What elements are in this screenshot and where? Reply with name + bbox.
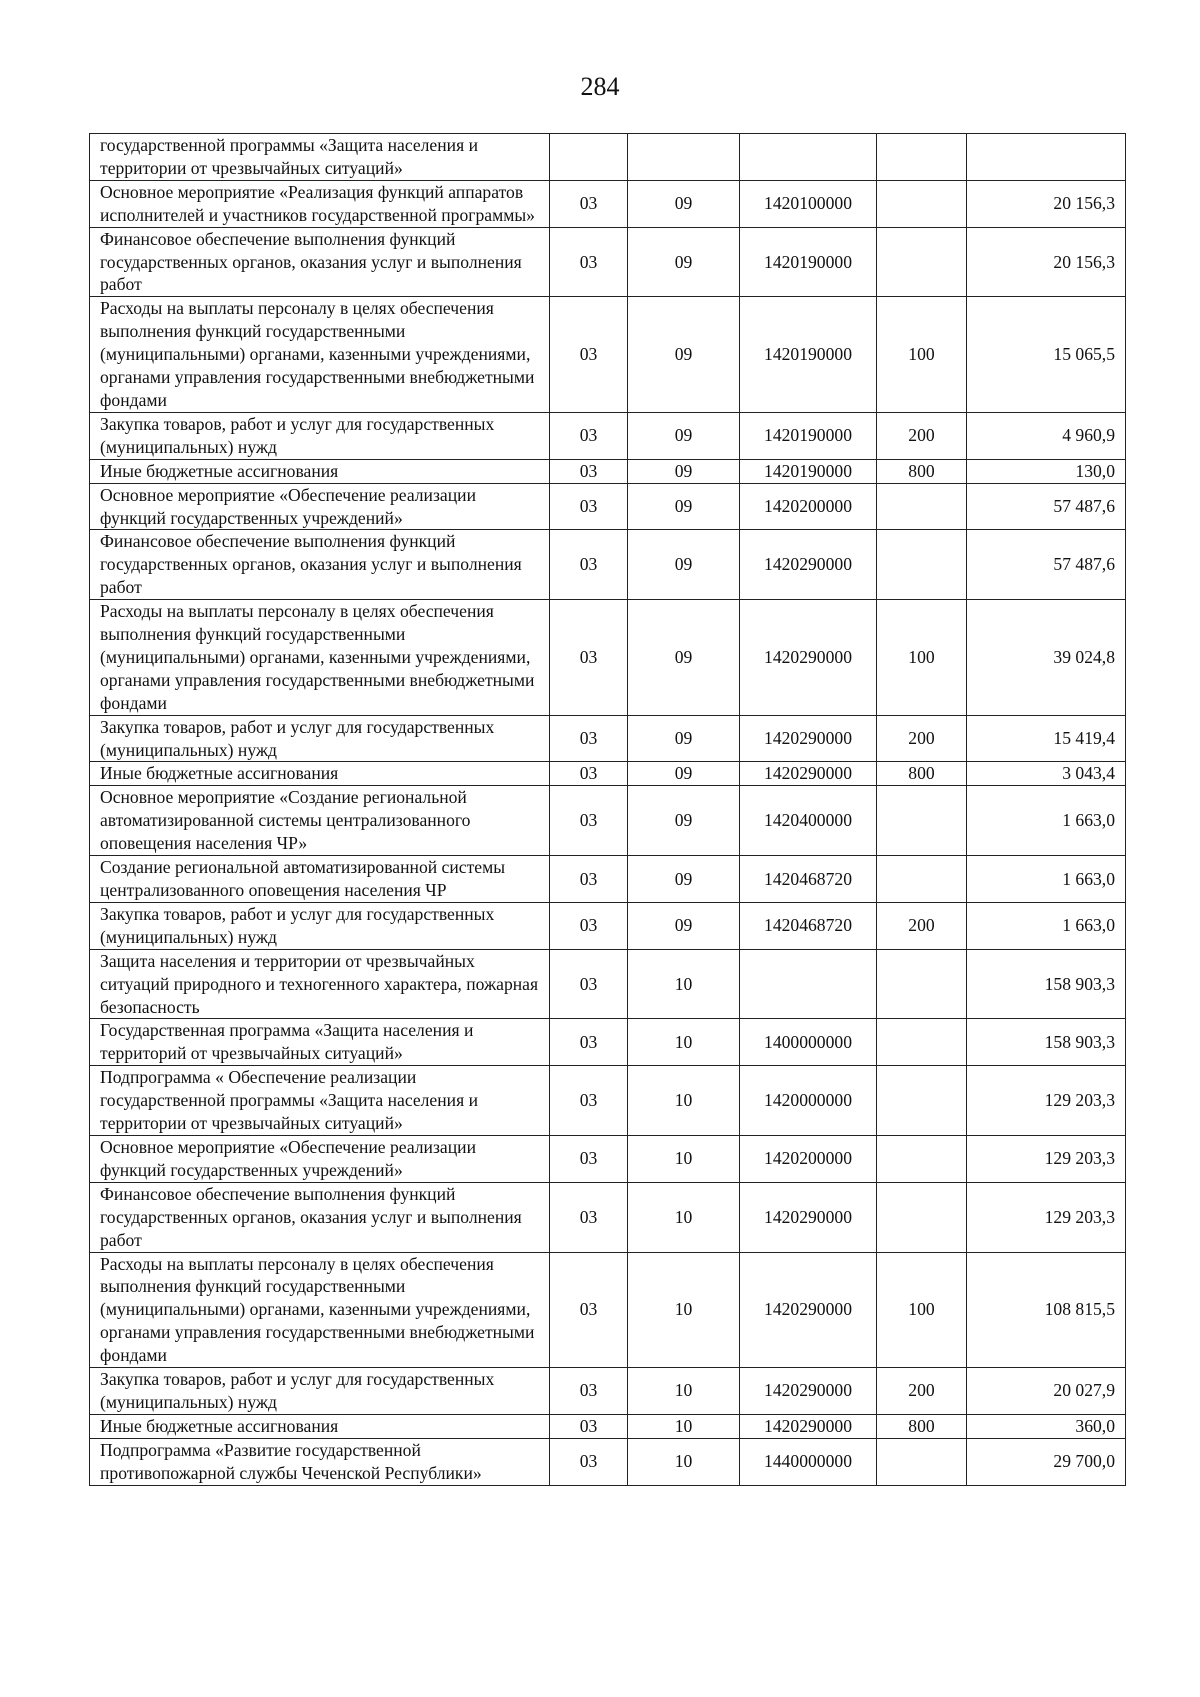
expense-type-code-cell: 100 <box>877 1252 967 1368</box>
expense-type-code-cell <box>877 1019 967 1066</box>
expense-type-code-cell <box>877 949 967 1019</box>
section-code-cell: 03 <box>550 949 628 1019</box>
expense-name-cell: Основное мероприятие «Обеспечение реализации функций государственных учреждений» <box>90 1135 550 1182</box>
expense-type-code-cell: 800 <box>877 459 967 483</box>
target-article-code-cell: 1420468720 <box>740 902 877 949</box>
subsection-code-cell: 09 <box>628 459 740 483</box>
target-article-code-cell: 1420290000 <box>740 530 877 600</box>
target-article-code-cell: 1420190000 <box>740 297 877 413</box>
table-row <box>90 297 1126 413</box>
amount-cell: 158 903,3 <box>967 949 1126 1019</box>
section-code-cell: 03 <box>550 1019 628 1066</box>
amount-cell: 129 203,3 <box>967 1135 1126 1182</box>
target-article-code-cell: 1400000000 <box>740 1019 877 1066</box>
expense-name-cell: Государственная программа «Защита населения и территорий от чрезвычайных ситуаций» <box>90 1019 550 1066</box>
section-code-cell: 03 <box>550 483 628 530</box>
subsection-code-cell: 10 <box>628 1438 740 1485</box>
section-code-cell: 03 <box>550 1438 628 1485</box>
expense-type-code-cell <box>877 1182 967 1252</box>
expense-name-cell: государственной программы «Защита населения и территории от чрезвычайных ситуаций» <box>90 134 550 181</box>
expense-name-cell: Расходы на выплаты персоналу в целях обеспечения выполнения функций государственными (муниципальными) органами, казенными учреждениями, органами управления государственными внебюджетными фондами <box>90 600 550 716</box>
expense-name-cell: Закупка товаров, работ и услуг для государственных (муниципальных) нужд <box>90 715 550 762</box>
table-row <box>90 1252 1126 1368</box>
subsection-code-cell: 10 <box>628 1019 740 1066</box>
expense-type-code-cell <box>877 227 967 297</box>
expense-name-cell: Основное мероприятие «Обеспечение реализации функций государственных учреждений» <box>90 483 550 530</box>
section-code-cell: 03 <box>550 412 628 459</box>
expense-type-code-cell: 200 <box>877 902 967 949</box>
target-article-code-cell: 1420468720 <box>740 856 877 903</box>
expense-name-cell: Иные бюджетные ассигнования <box>90 1414 550 1438</box>
page-number: 284 <box>580 72 620 101</box>
amount-cell: 3 043,4 <box>967 762 1126 786</box>
section-code-cell: 03 <box>550 1066 628 1136</box>
section-code-cell: 03 <box>550 530 628 600</box>
section-code-cell: 03 <box>550 1414 628 1438</box>
expense-name-cell: Финансовое обеспечение выполнения функций государственных органов, оказания услуг и выполнения работ <box>90 530 550 600</box>
amount-cell: 29 700,0 <box>967 1438 1126 1485</box>
section-code-cell: 03 <box>550 180 628 227</box>
table-row <box>90 180 1126 227</box>
target-article-code-cell: 1420290000 <box>740 715 877 762</box>
section-code-cell: 03 <box>550 227 628 297</box>
amount-cell: 360,0 <box>967 1414 1126 1438</box>
expense-name-cell: Основное мероприятие «Создание региональной автоматизированной системы централизованного оповещения населения ЧР» <box>90 786 550 856</box>
section-code-cell: 03 <box>550 762 628 786</box>
amount-cell: 20 156,3 <box>967 180 1126 227</box>
target-article-code-cell: 1420190000 <box>740 227 877 297</box>
expense-type-code-cell <box>877 134 967 181</box>
table-row <box>90 134 1126 181</box>
amount-cell: 108 815,5 <box>967 1252 1126 1368</box>
subsection-code-cell: 09 <box>628 902 740 949</box>
budget-table <box>89 133 1126 1486</box>
amount-cell: 4 960,9 <box>967 412 1126 459</box>
table-row <box>90 1135 1126 1182</box>
subsection-code-cell: 09 <box>628 856 740 903</box>
amount-cell <box>967 134 1126 181</box>
amount-cell: 39 024,8 <box>967 600 1126 716</box>
table-row <box>90 902 1126 949</box>
table-row <box>90 949 1126 1019</box>
expense-type-code-cell <box>877 530 967 600</box>
table-row <box>90 1368 1126 1415</box>
subsection-code-cell: 10 <box>628 1414 740 1438</box>
expense-type-code-cell: 200 <box>877 1368 967 1415</box>
section-code-cell: 03 <box>550 786 628 856</box>
target-article-code-cell: 1420290000 <box>740 1414 877 1438</box>
subsection-code-cell: 09 <box>628 786 740 856</box>
amount-cell: 20 027,9 <box>967 1368 1126 1415</box>
expense-name-cell: Закупка товаров, работ и услуг для государственных (муниципальных) нужд <box>90 902 550 949</box>
expense-name-cell: Создание региональной автоматизированной системы централизованного оповещения населения ЧР <box>90 856 550 903</box>
section-code-cell: 03 <box>550 1135 628 1182</box>
section-code-cell: 03 <box>550 600 628 716</box>
amount-cell: 158 903,3 <box>967 1019 1126 1066</box>
section-code-cell: 03 <box>550 715 628 762</box>
expense-type-code-cell <box>877 483 967 530</box>
subsection-code-cell: 10 <box>628 1368 740 1415</box>
subsection-code-cell: 10 <box>628 1182 740 1252</box>
expense-type-code-cell: 800 <box>877 762 967 786</box>
expense-type-code-cell: 100 <box>877 600 967 716</box>
target-article-code-cell: 1420290000 <box>740 1252 877 1368</box>
table-row <box>90 856 1126 903</box>
subsection-code-cell: 09 <box>628 180 740 227</box>
table-row <box>90 1414 1126 1438</box>
table-row <box>90 1019 1126 1066</box>
subsection-code-cell: 09 <box>628 297 740 413</box>
expense-type-code-cell <box>877 1438 967 1485</box>
target-article-code-cell: 1420290000 <box>740 1368 877 1415</box>
target-article-code-cell: 1440000000 <box>740 1438 877 1485</box>
target-article-code-cell: 1420400000 <box>740 786 877 856</box>
expense-type-code-cell: 200 <box>877 412 967 459</box>
target-article-code-cell: 1420290000 <box>740 600 877 716</box>
expense-type-code-cell <box>877 856 967 903</box>
expense-name-cell: Иные бюджетные ассигнования <box>90 459 550 483</box>
amount-cell: 57 487,6 <box>967 530 1126 600</box>
expense-type-code-cell: 800 <box>877 1414 967 1438</box>
table-row <box>90 483 1126 530</box>
amount-cell: 1 663,0 <box>967 902 1126 949</box>
target-article-code-cell <box>740 949 877 1019</box>
expense-name-cell: Финансовое обеспечение выполнения функций государственных органов, оказания услуг и выполнения работ <box>90 227 550 297</box>
table-row <box>90 412 1126 459</box>
section-code-cell: 03 <box>550 1368 628 1415</box>
expense-type-code-cell <box>877 180 967 227</box>
target-article-code-cell: 1420200000 <box>740 1135 877 1182</box>
section-code-cell: 03 <box>550 1252 628 1368</box>
amount-cell: 130,0 <box>967 459 1126 483</box>
subsection-code-cell: 09 <box>628 600 740 716</box>
table-row <box>90 227 1126 297</box>
amount-cell: 129 203,3 <box>967 1182 1126 1252</box>
expense-name-cell: Защита населения и территории от чрезвычайных ситуаций природного и техногенного характера, пожарная безопасность <box>90 949 550 1019</box>
section-code-cell <box>550 134 628 181</box>
amount-cell: 15 419,4 <box>967 715 1126 762</box>
expense-name-cell: Закупка товаров, работ и услуг для государственных (муниципальных) нужд <box>90 1368 550 1415</box>
target-article-code-cell: 1420290000 <box>740 762 877 786</box>
subsection-code-cell: 09 <box>628 227 740 297</box>
table-row <box>90 715 1126 762</box>
budget-table-body <box>90 134 1126 1486</box>
amount-cell: 57 487,6 <box>967 483 1126 530</box>
subsection-code-cell: 10 <box>628 1252 740 1368</box>
subsection-code-cell: 09 <box>628 762 740 786</box>
section-code-cell: 03 <box>550 902 628 949</box>
target-article-code-cell: 1420190000 <box>740 459 877 483</box>
subsection-code-cell <box>628 134 740 181</box>
subsection-code-cell: 10 <box>628 949 740 1019</box>
section-code-cell: 03 <box>550 1182 628 1252</box>
table-row <box>90 762 1126 786</box>
table-row <box>90 1438 1126 1485</box>
subsection-code-cell: 09 <box>628 412 740 459</box>
target-article-code-cell: 1420190000 <box>740 412 877 459</box>
expense-type-code-cell <box>877 786 967 856</box>
target-article-code-cell: 1420100000 <box>740 180 877 227</box>
target-article-code-cell: 1420000000 <box>740 1066 877 1136</box>
amount-cell: 129 203,3 <box>967 1066 1126 1136</box>
target-article-code-cell <box>740 134 877 181</box>
expense-name-cell: Закупка товаров, работ и услуг для государственных (муниципальных) нужд <box>90 412 550 459</box>
expense-name-cell: Основное мероприятие «Реализация функций аппаратов исполнителей и участников государственной программы» <box>90 180 550 227</box>
target-article-code-cell: 1420200000 <box>740 483 877 530</box>
table-row <box>90 530 1126 600</box>
table-row <box>90 1182 1126 1252</box>
expense-name-cell: Расходы на выплаты персоналу в целях обеспечения выполнения функций государственными (муниципальными) органами, казенными учреждениями, органами управления государственными внебюджетными фондами <box>90 297 550 413</box>
expense-name-cell: Расходы на выплаты персоналу в целях обеспечения выполнения функций государственными (муниципальными) органами, казенными учреждениями, органами управления государственными внебюджетными фондами <box>90 1252 550 1368</box>
amount-cell: 15 065,5 <box>967 297 1126 413</box>
section-code-cell: 03 <box>550 856 628 903</box>
subsection-code-cell: 10 <box>628 1066 740 1136</box>
subsection-code-cell: 09 <box>628 715 740 762</box>
expense-name-cell: Иные бюджетные ассигнования <box>90 762 550 786</box>
amount-cell: 1 663,0 <box>967 786 1126 856</box>
expense-type-code-cell <box>877 1066 967 1136</box>
subsection-code-cell: 10 <box>628 1135 740 1182</box>
expense-name-cell: Подпрограмма « Обеспечение реализации государственной программы «Защита населения и территории от чрезвычайных ситуаций» <box>90 1066 550 1136</box>
expense-type-code-cell: 200 <box>877 715 967 762</box>
table-row <box>90 459 1126 483</box>
subsection-code-cell: 09 <box>628 483 740 530</box>
table-row <box>90 786 1126 856</box>
section-code-cell: 03 <box>550 297 628 413</box>
amount-cell: 1 663,0 <box>967 856 1126 903</box>
expense-name-cell: Подпрограмма «Развитие государственной противопожарной службы Чеченской Республики» <box>90 1438 550 1485</box>
expense-type-code-cell <box>877 1135 967 1182</box>
target-article-code-cell: 1420290000 <box>740 1182 877 1252</box>
subsection-code-cell: 09 <box>628 530 740 600</box>
section-code-cell: 03 <box>550 459 628 483</box>
expense-type-code-cell: 100 <box>877 297 967 413</box>
table-row <box>90 600 1126 716</box>
amount-cell: 20 156,3 <box>967 227 1126 297</box>
expense-name-cell: Финансовое обеспечение выполнения функций государственных органов, оказания услуг и выполнения работ <box>90 1182 550 1252</box>
table-row <box>90 1066 1126 1136</box>
